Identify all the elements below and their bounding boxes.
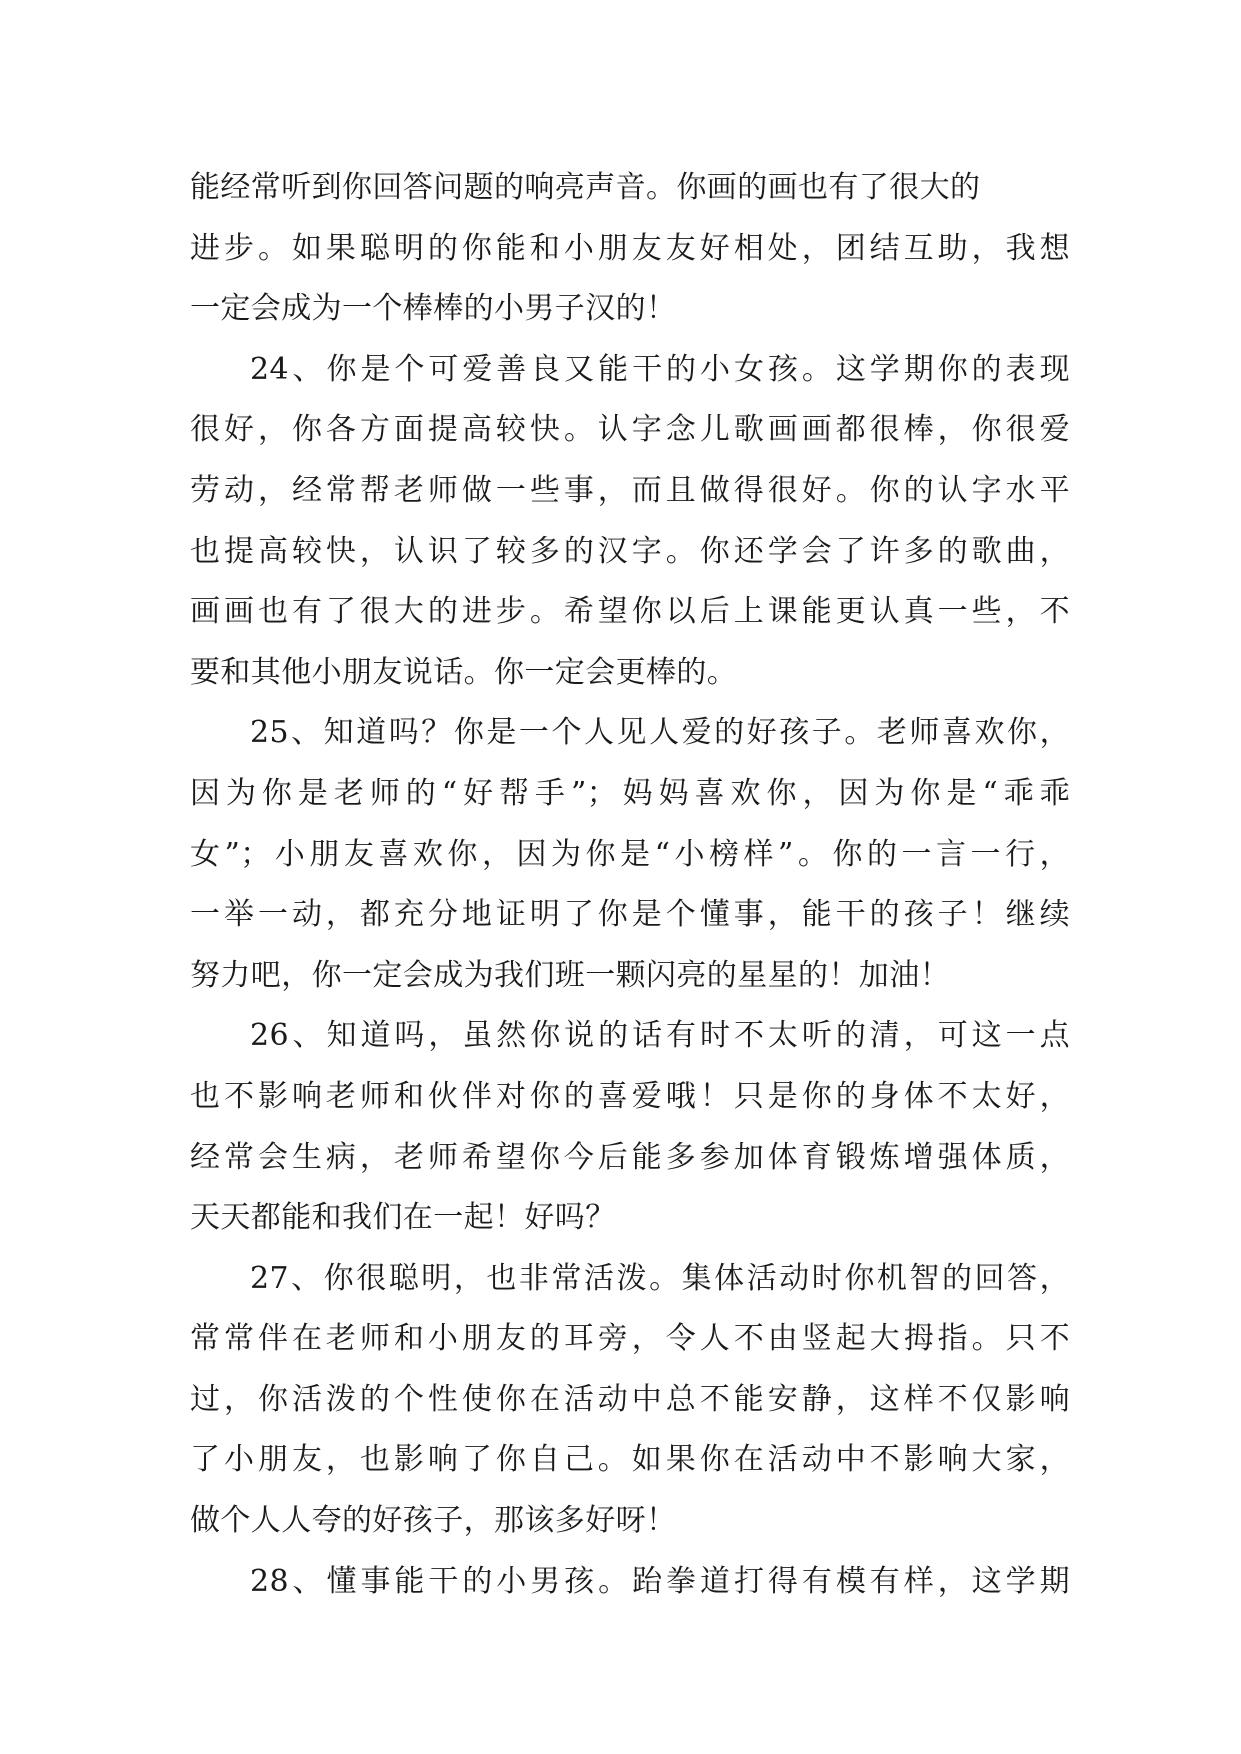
text-line: 画画也有了很大的进步。希望你以后上课能更认真一些，不 (190, 594, 1070, 630)
paragraph-first-line: 24、你是个可爱善良又能干的小女孩。这学期你的表现 (250, 351, 1070, 387)
text-line: 了小朋友，也影响了你自己。如果你在活动中不影响大家， (190, 1442, 1070, 1478)
paragraph-first-line: 28、懂事能干的小男孩。跆拳道打得有模有样，这学期 (250, 1563, 1070, 1599)
text-line: 很好，你各方面提高较快。认字念儿歌画画都很棒，你很爱 (190, 412, 1070, 448)
paragraph-first-line: 27、你很聪明，也非常活泼。集体活动时你机智的回答， (250, 1260, 1070, 1296)
text-line: 能经常听到你回答问题的响亮声音。你画的画也有了很大的 (190, 170, 981, 205)
text-line: 也不影响老师和伙伴对你的喜爱哦！只是你的身体不太好， (190, 1078, 1070, 1114)
text-line: 天天都能和我们在一起！好吗？ (190, 1200, 616, 1236)
text-line: 也提高较快，认识了较多的汉字。你还学会了许多的歌曲， (190, 533, 1070, 569)
text-line: 常常伴在老师和小朋友的耳旁，令人不由竖起大拇指。只不 (190, 1321, 1070, 1357)
paragraph-first-line: 25、知道吗？你是一个人见人爱的好孩子。老师喜欢你， (250, 715, 1070, 751)
text-line: 因为你是老师的“好帮手”；妈妈喜欢你，因为你是“乖乖 (190, 775, 1070, 811)
text-line: 女”；小朋友喜欢你，因为你是“小榜样”。你的一言一行， (190, 836, 1070, 872)
text-line: 一举一动，都充分地证明了你是个懂事，能干的孩子！继续 (190, 897, 1070, 933)
text-line: 一定会成为一个棒棒的小男子汉的！ (190, 291, 677, 327)
body-text (190, 158, 1070, 1612)
text-line: 要和其他小朋友说话。你一定会更棒的。 (190, 654, 738, 690)
text-line: 经常会生病，老师希望你今后能多参加体育锻炼增强体质， (190, 1139, 1070, 1175)
text-line: 劳动，经常帮老师做一些事，而且做得很好。你的认字水平 (190, 472, 1070, 508)
paragraph-first-line: 26、知道吗，虽然你说的话有时不太听的清，可这一点 (250, 1018, 1070, 1054)
text-line: 努力吧，你一定会成为我们班一颗闪亮的星星的！加油！ (190, 957, 950, 993)
text-line: 做个人人夸的好孩子，那该多好呀！ (190, 1503, 677, 1539)
text-line: 过，你活泼的个性使你在活动中总不能安静，这样不仅影响 (190, 1381, 1070, 1417)
text-line: 进步。如果聪明的你能和小朋友友好相处，团结互助，我想 (190, 230, 1070, 266)
